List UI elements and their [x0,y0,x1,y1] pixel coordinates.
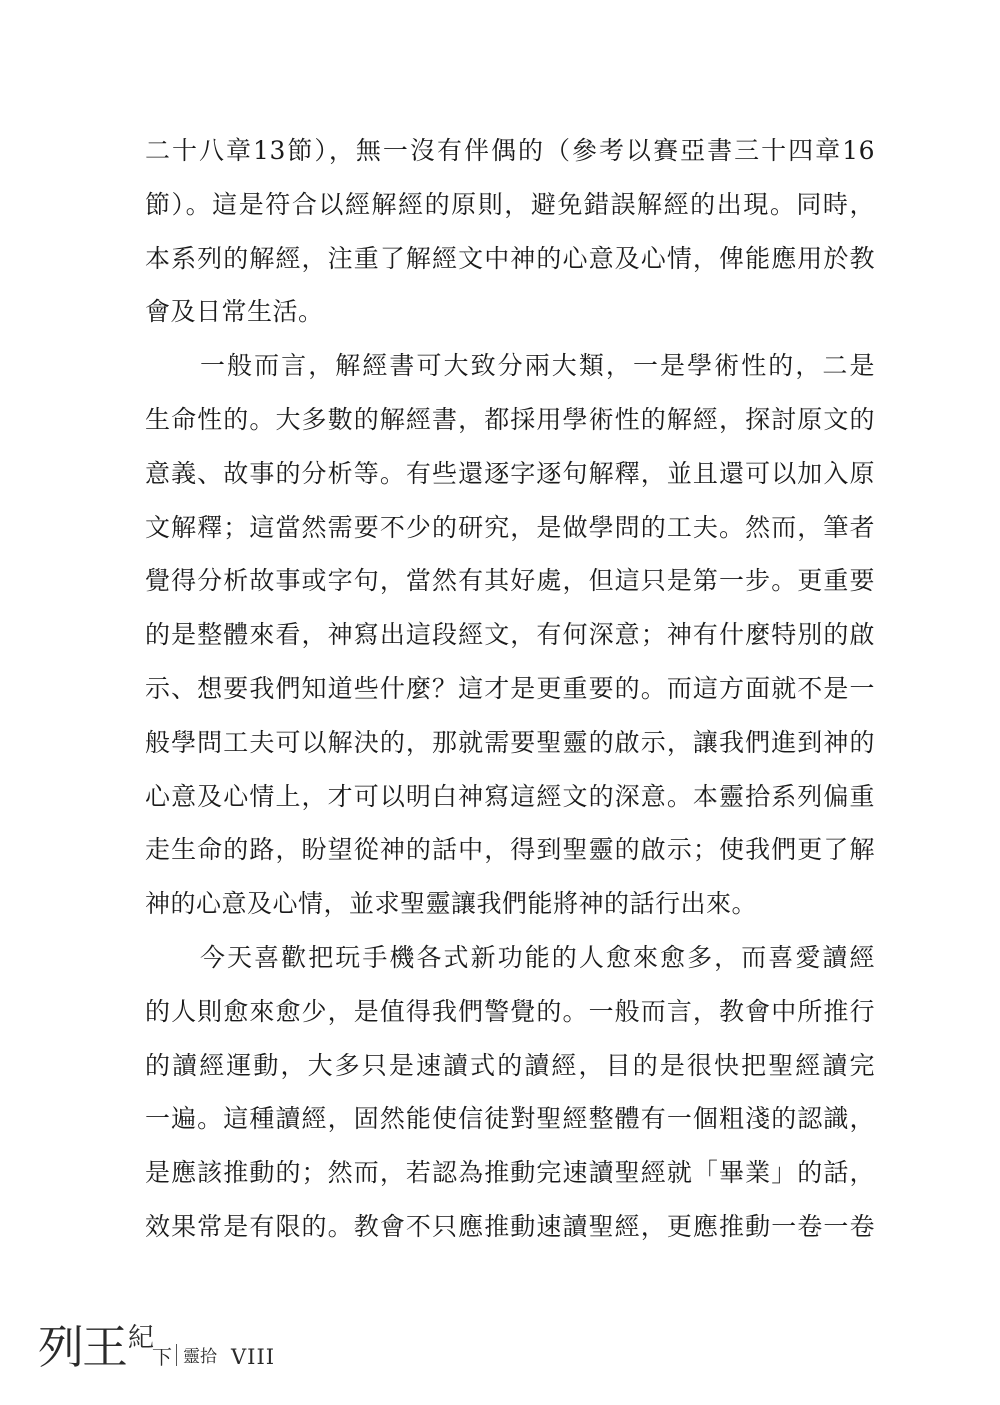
footer-divider [176,1344,177,1366]
paragraph-3 [145,931,875,1254]
text-line: 般學問工夫可以解決的，那就需要聖靈的啟示，讓我們進到神的 [145,727,875,757]
text-line: 神的心意及心情，並求聖靈讓我們能將神的話行出來。 [145,889,758,919]
text-line: 效果常是有限的。教會不只應推動速讀聖經，更應推動一卷一卷 [145,1211,875,1241]
series-name: 靈拾 [183,1347,218,1367]
text-line: 的人則愈來愈少，是值得我們警覺的。一般而言，教會中所推行 [145,996,875,1026]
text-line: 覺得分析故事或字句，當然有其好處，但這只是第一步。更重要 [145,566,875,596]
text-line: 一遍。這種讀經，固然能使信徒對聖經整體有一個粗淺的認識， [145,1104,875,1134]
book-title: 列王 [38,1320,126,1374]
text-line: 今天喜歡把玩手機各式新功能的人愈來愈多，而喜愛讀經 [200,942,875,972]
text-line: 意義、故事的分析等。有些還逐字逐句解釋，並且還可以加入原 [145,458,875,488]
text-line: 生命性的。大多數的解經書，都採用學術性的解經，探討原文的 [145,404,875,434]
text-line: 是應該推動的；然而，若認為推動完速讀聖經就「畢業」的話， [145,1158,875,1188]
paragraph-1 [145,124,875,339]
text-line: 文解釋；這當然需要不少的研究，是做學問的工夫。然而，筆者 [145,512,875,542]
text-line: 示、想要我們知道些什麼？這才是更重要的。而這方面就不是一 [145,673,875,703]
text-line: 的是整體來看，神寫出這段經文，有何深意；神有什麼特別的啟 [145,620,875,650]
page-footer [38,1312,275,1372]
book-volume: 下 [152,1345,173,1369]
text-line: 節）。這是符合以經解經的原則，避免錯誤解經的出現。同時， [145,189,875,219]
paragraph-2 [145,339,875,931]
book-title-suffix: 紀 [128,1323,155,1353]
text-line: 二十八章13節），無一沒有伴偶的（參考以賽亞書三十四章16 [145,136,875,165]
text-line: 會及日常生活。 [145,297,324,327]
text-line: 心意及心情上，才可以明白神寫這經文的深意。本靈拾系列偏重 [145,781,875,811]
text-line: 走生命的路，盼望從神的話中，得到聖靈的啟示；使我們更了解 [145,835,875,865]
text-line: 的讀經運動，大多只是速讀式的讀經，目的是很快把聖經讀完 [145,1050,875,1080]
page-body [145,124,875,1254]
text-line: 一般而言，解經書可大致分兩大類，一是學術性的，二是 [200,351,875,381]
text-line: 本系列的解經，注重了解經文中神的心意及心情，俾能應用於教 [145,243,875,273]
page-number: VIII [231,1345,276,1369]
